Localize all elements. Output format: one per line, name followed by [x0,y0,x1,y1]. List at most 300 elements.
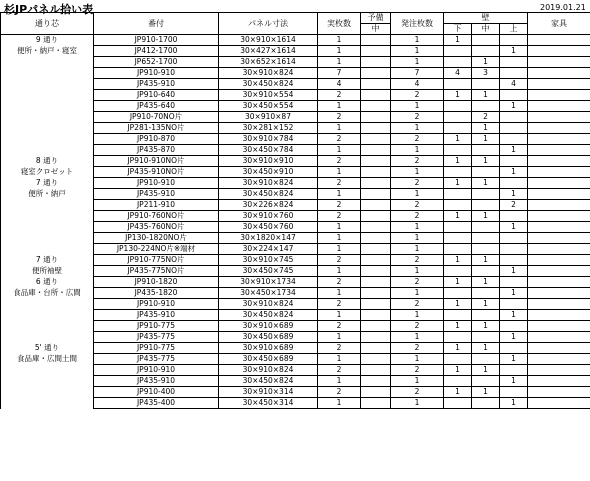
wall-bottom-cell [444,46,472,57]
grid-line-cell [1,79,94,90]
actual-count-cell: 1 [318,101,361,112]
grid-line-cell: 便所・納戸 [1,189,94,200]
furniture-cell [528,255,590,266]
table-row [1,277,590,288]
furniture-cell [528,178,590,189]
wall-middle-cell [472,266,500,277]
grid-line-cell [1,310,94,321]
spare-cell [361,101,391,112]
grid-line-cell: 7 通り [1,255,94,266]
furniture-cell [528,387,590,398]
panel-table [0,12,590,409]
furniture-cell [528,145,590,156]
wall-top-cell [500,277,528,288]
table-row [1,321,590,332]
wall-top-cell: 1 [500,222,528,233]
order-count-cell: 1 [391,354,444,365]
grid-line-cell [1,233,94,244]
spare-cell [361,332,391,343]
actual-count-cell: 1 [318,145,361,156]
table-row [1,299,590,310]
furniture-cell [528,288,590,299]
header-wall: 壁 [444,13,528,24]
wall-bottom-cell [444,189,472,200]
wall-top-cell [500,112,528,123]
grid-line-cell: 8 通り [1,156,94,167]
wall-top-cell [500,211,528,222]
wall-middle-cell: 1 [472,343,500,354]
order-count-cell: 2 [391,387,444,398]
wall-middle-cell [472,189,500,200]
order-count-cell: 1 [391,310,444,321]
number-cell: JP435-760NO片 [94,222,219,233]
table-row [1,123,590,134]
table-row [1,178,590,189]
grid-line-cell [1,57,94,68]
wall-middle-cell: 2 [472,112,500,123]
spare-cell [361,90,391,101]
actual-count-cell: 2 [318,387,361,398]
dimension-cell: 30×910×824 [219,178,318,189]
furniture-cell [528,46,590,57]
spare-cell [361,200,391,211]
grid-line-cell [1,211,94,222]
table-row [1,189,590,200]
grid-line-cell [1,101,94,112]
dimension-cell: 30×910×87 [219,112,318,123]
dimension-cell: 30×450×689 [219,332,318,343]
furniture-cell [528,277,590,288]
wall-middle-cell [472,167,500,178]
grid-line-cell [1,299,94,310]
number-cell: JP281-135NO片 [94,123,219,134]
furniture-cell [528,156,590,167]
actual-count-cell: 2 [318,112,361,123]
furniture-cell [528,354,590,365]
number-cell: JP910-1820 [94,277,219,288]
order-count-cell: 2 [391,200,444,211]
table-row [1,354,590,365]
wall-top-cell: 1 [500,332,528,343]
grid-line-cell: 6 通り [1,277,94,288]
actual-count-cell: 2 [318,299,361,310]
number-cell: JP130-1820NO片 [94,233,219,244]
spare-cell [361,57,391,68]
actual-count-cell: 1 [318,57,361,68]
spare-cell [361,244,391,255]
order-count-cell: 1 [391,35,444,46]
dimension-cell: 30×910×554 [219,90,318,101]
table-row [1,134,590,145]
furniture-cell [528,244,590,255]
table-row [1,35,590,46]
actual-count-cell: 2 [318,90,361,101]
wall-top-cell: 1 [500,288,528,299]
actual-count-cell: 2 [318,365,361,376]
actual-count-cell: 1 [318,222,361,233]
table-row [1,244,590,255]
wall-top-cell: 1 [500,398,528,409]
actual-count-cell: 2 [318,134,361,145]
dimension-cell: 30×910×760 [219,211,318,222]
wall-middle-cell: 1 [472,123,500,134]
table-row [1,310,590,321]
wall-middle-cell [472,398,500,409]
wall-bottom-cell [444,112,472,123]
furniture-cell [528,365,590,376]
dimension-cell: 30×910×824 [219,299,318,310]
actual-count-cell: 1 [318,123,361,134]
wall-middle-cell [472,222,500,233]
wall-bottom-cell: 1 [444,178,472,189]
furniture-cell [528,79,590,90]
grid-line-cell [1,112,94,123]
spare-cell [361,266,391,277]
wall-middle-cell [472,244,500,255]
wall-middle-cell: 1 [472,277,500,288]
dimension-cell: 30×910×824 [219,365,318,376]
spare-cell [361,46,391,57]
order-count-cell: 2 [391,156,444,167]
table-row [1,398,590,409]
order-count-cell: 1 [391,233,444,244]
furniture-cell [528,35,590,46]
number-cell: JP910-910 [94,365,219,376]
furniture-cell [528,266,590,277]
order-count-cell: 2 [391,299,444,310]
order-count-cell: 2 [391,90,444,101]
table-row [1,57,590,68]
wall-bottom-cell [444,244,472,255]
number-cell: JP435-910NO片 [94,167,219,178]
wall-middle-cell [472,101,500,112]
number-cell: JP130-224NO片※端材 [94,244,219,255]
order-count-cell: 2 [391,178,444,189]
order-count-cell: 2 [391,134,444,145]
spare-cell [361,343,391,354]
spare-cell [361,222,391,233]
spare-cell [361,376,391,387]
dimension-cell: 30×910×784 [219,134,318,145]
grid-line-cell: 7 通り [1,178,94,189]
furniture-cell [528,398,590,409]
furniture-cell [528,211,590,222]
grid-line-cell [1,244,94,255]
grid-line-cell [1,134,94,145]
actual-count-cell: 1 [318,376,361,387]
table-row [1,101,590,112]
order-count-cell: 1 [391,101,444,112]
header-actual-count: 実枚数 [318,13,361,35]
furniture-cell [528,222,590,233]
furniture-cell [528,57,590,68]
wall-middle-cell: 1 [472,178,500,189]
wall-top-cell [500,233,528,244]
table-row [1,46,590,57]
wall-top-cell [500,134,528,145]
number-cell: JP652-1700 [94,57,219,68]
table-row [1,365,590,376]
dimension-cell: 30×450×824 [219,189,318,200]
furniture-cell [528,343,590,354]
grid-line-cell [1,90,94,101]
spare-cell [361,398,391,409]
wall-middle-cell [472,288,500,299]
number-cell: JP435-910 [94,79,219,90]
spare-cell [361,134,391,145]
grid-line-cell [1,200,94,211]
number-cell: JP910-1700 [94,35,219,46]
number-cell: JP910-775 [94,343,219,354]
wall-top-cell: 2 [500,200,528,211]
wall-bottom-cell: 1 [444,255,472,266]
wall-top-cell: 1 [500,376,528,387]
actual-count-cell: 2 [318,156,361,167]
actual-count-cell: 1 [318,288,361,299]
number-cell: JP910-910NO片 [94,156,219,167]
number-cell: JP910-400 [94,387,219,398]
wall-middle-cell: 1 [472,57,500,68]
wall-top-cell: 1 [500,145,528,156]
grid-line-cell [1,332,94,343]
furniture-cell [528,189,590,200]
order-count-cell: 1 [391,266,444,277]
spare-cell [361,167,391,178]
dimension-cell: 30×450×824 [219,79,318,90]
wall-top-cell [500,57,528,68]
furniture-cell [528,299,590,310]
wall-bottom-cell: 1 [444,277,472,288]
table-row [1,145,590,156]
wall-bottom-cell [444,123,472,134]
table-row [1,343,590,354]
table-row [1,255,590,266]
spare-cell [361,233,391,244]
wall-bottom-cell [444,376,472,387]
table-row [1,211,590,222]
order-count-cell: 2 [391,321,444,332]
order-count-cell: 1 [391,123,444,134]
number-cell: JP435-870 [94,145,219,156]
order-count-cell: 1 [391,189,444,200]
number-cell: JP910-910 [94,178,219,189]
wall-top-cell: 1 [500,310,528,321]
furniture-cell [528,167,590,178]
grid-line-cell: 5' 通り [1,343,94,354]
number-cell: JP435-775 [94,332,219,343]
furniture-cell [528,101,590,112]
wall-bottom-cell: 1 [444,321,472,332]
dimension-cell: 30×910×824 [219,68,318,79]
page-title: 杉JPパネル拾い表 [4,3,94,16]
header-grid-line: 通り芯 [1,13,94,35]
spare-cell [361,123,391,134]
wall-top-cell: 1 [500,167,528,178]
wall-bottom-cell: 1 [444,156,472,167]
spare-cell [361,178,391,189]
header-order-count: 発注枚数 [391,13,444,35]
order-count-cell: 1 [391,288,444,299]
order-count-cell: 2 [391,365,444,376]
wall-bottom-cell [444,332,472,343]
wall-top-cell [500,68,528,79]
wall-middle-cell [472,46,500,57]
wall-top-cell: 4 [500,79,528,90]
order-count-cell: 2 [391,255,444,266]
table-row [1,233,590,244]
header-spare: 予備 [361,13,391,24]
wall-bottom-cell: 1 [444,134,472,145]
wall-bottom-cell: 1 [444,343,472,354]
table-row [1,288,590,299]
dimension-cell: 30×450×824 [219,310,318,321]
wall-top-cell [500,35,528,46]
actual-count-cell: 1 [318,35,361,46]
number-cell: JP435-1820 [94,288,219,299]
grid-line-cell [1,398,94,409]
wall-middle-cell [472,310,500,321]
spare-cell [361,310,391,321]
wall-bottom-cell [444,222,472,233]
wall-bottom-cell [444,57,472,68]
wall-bottom-cell [444,398,472,409]
table-row [1,112,590,123]
dimension-cell: 30×450×689 [219,354,318,365]
furniture-cell [528,123,590,134]
grid-line-cell [1,68,94,79]
spare-cell [361,277,391,288]
number-cell: JP435-400 [94,398,219,409]
dimension-cell: 30×450×784 [219,145,318,156]
wall-middle-cell: 1 [472,134,500,145]
actual-count-cell: 1 [318,266,361,277]
wall-bottom-cell [444,101,472,112]
actual-count-cell: 7 [318,68,361,79]
actual-count-cell: 4 [318,79,361,90]
dimension-cell: 30×226×824 [219,200,318,211]
number-cell: JP910-775NO片 [94,255,219,266]
grid-line-cell [1,365,94,376]
order-count-cell: 7 [391,68,444,79]
order-count-cell: 1 [391,167,444,178]
dimension-cell: 30×910×689 [219,321,318,332]
wall-bottom-cell [444,266,472,277]
furniture-cell [528,332,590,343]
spare-cell [361,255,391,266]
wall-top-cell [500,299,528,310]
actual-count-cell: 1 [318,398,361,409]
wall-bottom-cell: 1 [444,211,472,222]
wall-top-cell [500,90,528,101]
spare-cell [361,156,391,167]
order-count-cell: 1 [391,57,444,68]
spare-cell [361,211,391,222]
number-cell: JP910-910 [94,299,219,310]
header-wall-top: 上 [500,24,528,35]
wall-bottom-cell: 1 [444,35,472,46]
dimension-cell: 30×224×147 [219,244,318,255]
dimension-cell: 30×450×824 [219,376,318,387]
actual-count-cell: 2 [318,321,361,332]
table-row [1,387,590,398]
wall-top-cell [500,365,528,376]
number-cell: JP435-775 [94,354,219,365]
actual-count-cell: 1 [318,354,361,365]
order-count-cell: 1 [391,222,444,233]
number-cell: JP910-760NO片 [94,211,219,222]
wall-middle-cell: 1 [472,255,500,266]
grid-line-cell: 便所・納戸・寝室 [1,46,94,57]
grid-line-cell [1,387,94,398]
number-cell: JP910-640 [94,90,219,101]
spare-cell [361,79,391,90]
actual-count-cell: 2 [318,255,361,266]
wall-bottom-cell: 1 [444,299,472,310]
grid-line-cell [1,123,94,134]
dimension-cell: 30×450×910 [219,167,318,178]
spare-cell [361,288,391,299]
table-row [1,266,590,277]
header-furniture: 家具 [528,13,590,35]
dimension-cell: 30×450×760 [219,222,318,233]
table-row [1,90,590,101]
furniture-cell [528,68,590,79]
wall-top-cell [500,255,528,266]
spare-cell [361,365,391,376]
wall-bottom-cell [444,233,472,244]
header-wall-bottom: 下 [444,24,472,35]
wall-middle-cell [472,376,500,387]
wall-bottom-cell [444,288,472,299]
dimension-cell: 30×450×745 [219,266,318,277]
dimension-cell: 30×1820×147 [219,233,318,244]
wall-bottom-cell [444,354,472,365]
dimension-cell: 30×910×1614 [219,35,318,46]
spare-cell [361,387,391,398]
wall-middle-cell: 3 [472,68,500,79]
wall-middle-cell: 1 [472,211,500,222]
dimension-cell: 30×652×1614 [219,57,318,68]
furniture-cell [528,134,590,145]
grid-line-cell: 食品庫・台所・広間 [1,288,94,299]
order-count-cell: 1 [391,145,444,156]
actual-count-cell: 2 [318,200,361,211]
spare-cell [361,145,391,156]
wall-middle-cell [472,332,500,343]
order-count-cell: 2 [391,112,444,123]
actual-count-cell: 1 [318,167,361,178]
furniture-cell [528,310,590,321]
wall-top-cell [500,387,528,398]
order-count-cell: 1 [391,46,444,57]
wall-bottom-cell: 1 [444,90,472,101]
number-cell: JP910-870 [94,134,219,145]
spare-cell [361,112,391,123]
wall-top-cell [500,343,528,354]
actual-count-cell: 1 [318,189,361,200]
actual-count-cell: 2 [318,211,361,222]
grid-line-cell [1,145,94,156]
wall-bottom-cell [444,200,472,211]
table-row [1,200,590,211]
table-row [1,156,590,167]
order-count-cell: 1 [391,398,444,409]
actual-count-cell: 1 [318,244,361,255]
header-number: 番付 [94,13,219,35]
actual-count-cell: 1 [318,332,361,343]
furniture-cell [528,90,590,101]
dimension-cell: 30×910×314 [219,387,318,398]
